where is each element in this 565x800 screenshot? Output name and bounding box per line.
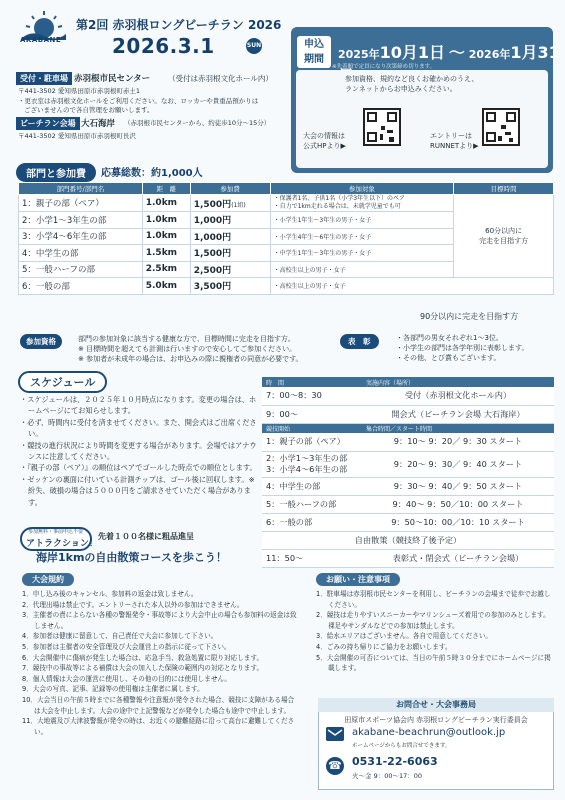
category-target: ・中学生1年生〜3年生の男子・女子 (270, 245, 454, 262)
list-item: ・競技の進行状況により時間を変更する場合があります。会場ではアナウンスに注意してください。 (20, 440, 257, 462)
list-item: 4．参加者は健康に留意して、自己責任で大会に参加して下さい。 (22, 632, 218, 641)
schedule-heading: スケジュール (18, 371, 107, 393)
race-category: 1：親子の部（ペア） (262, 433, 362, 451)
fee-unit: (1組) (231, 201, 246, 209)
table-row (262, 513, 554, 531)
category-name: 2：小学1〜3年生の部 (19, 212, 143, 229)
category-fee: 1,500円 (190, 245, 270, 262)
event-date: 2026.3.1 (112, 34, 215, 58)
category-fee: 2,500円 (190, 261, 270, 278)
category-distance: 1.0km (142, 212, 190, 229)
reception-label: 受付・駐車場 (16, 72, 72, 85)
closing-content: 表彰式・閉会式（ビーチラン会場） (362, 549, 554, 567)
qr2-label-2: RUNNETより▶ (430, 142, 479, 150)
list-item: 6．大会開催中に傷病が発生した場合は、応急手当、救急処置に限り対応します。 (22, 653, 264, 662)
qr1-label-2: 公式HPより▶ (303, 142, 346, 150)
list-item: ・必ず、時間内に受付を済ませてください。また、開会式はご出席ください。 (20, 417, 257, 439)
attraction-gift-note: 先着１００名様に粗品進呈 (98, 532, 194, 541)
col-header: 部門番号/部門名 (19, 183, 143, 195)
list-item: 2．競技は走りやすいスニーカーやマリンシューズ着用での参加のみとします。裸足やサンダルなどでの参加は禁止します。 (316, 611, 550, 630)
list-item: 4．ごみの持ち帰りにご協力をお願いします。 (316, 642, 452, 651)
application-label-1: 申込 (304, 39, 324, 50)
qr1-label-1: 大会の情報は (303, 132, 345, 140)
category-goal-6: 90分以内に完走を目指す方 (420, 312, 519, 321)
rules-heading: 大会規約 (22, 573, 74, 586)
eligibility-label: 参加資格 (20, 334, 62, 349)
rules-list (22, 589, 300, 737)
list-item: ・『親子の部（ペア）』の順位はペアでゴールした時点での順位とします。 (20, 463, 257, 473)
awards-line-1: ・各部門の男女それぞれ1〜3位。 (396, 334, 503, 342)
attraction-title: アトラクション！ (26, 539, 98, 549)
reception-venue-name: 赤羽根市民センター (74, 74, 151, 84)
table-row (19, 195, 554, 212)
akabane-logo (18, 8, 70, 54)
official-site-label (303, 131, 346, 151)
reception-note-2: ございませんので各自管理をお願いします。 (24, 106, 154, 114)
col-header: 距 離 (142, 183, 190, 195)
category-distance: 1.0km (142, 195, 190, 212)
category-target: ・高校生以上の男子・女子 (270, 261, 454, 278)
list-item: 10．大会当日の午前５時までに各種警報や注意報が発令された場合、競技に支障がある場合は大会を中止します。大会の途中で上記警報などが発令した場合も途中で中止します。 (22, 695, 295, 715)
contact-email-link[interactable]: akabane-beachrun@outlook.jp (352, 727, 506, 738)
list-item: 7．競技中の事故等による補償は大会の加入した保険の範囲内の対応となります。 (22, 664, 264, 673)
race-times: 9：40〜 9：50／10：00 スタート (362, 495, 554, 513)
table-row (262, 495, 554, 513)
requests-list (316, 589, 556, 674)
category-fee: 1,000円 (190, 228, 270, 245)
col-header: 目標時間 (454, 183, 554, 195)
table-row (262, 451, 554, 477)
schedule-table (262, 377, 554, 568)
schedule-content: 受付（赤羽根文化ホール内） (362, 387, 554, 405)
category-distance: 1.0km (142, 228, 190, 245)
category-name: 6：一般の部 (19, 278, 143, 295)
application-label-2: 期間 (304, 54, 324, 65)
race-times: 9：20〜 9：30／ 9：40 スタート (362, 451, 554, 477)
category-distance: 5.0km (142, 278, 190, 295)
category-fee (190, 195, 270, 212)
list-item: ・ゼッケンの裏面に付いている計測チップは、ゴール後に回収します。※ 紛失、破損の場合は５０００円をご請求させていただく場合があります。 (20, 474, 255, 507)
race-times: 9：30〜 9：40／ 9：50 スタート (362, 477, 554, 495)
runnet-label (430, 131, 479, 151)
schedule-notes (20, 394, 260, 508)
category-target: ・小学生4年生〜6年生の男子・女子 (270, 228, 454, 245)
category-fee: 3,500円 (190, 278, 270, 295)
attraction-free-note: 参加無料・事前申込不要 (28, 529, 84, 535)
day-badge: SUN (246, 38, 262, 54)
application-label (297, 36, 331, 68)
list-item: 3．給水エリアはございません。各自で用意してください。 (316, 632, 493, 641)
category-name: 3：小学4〜6年生の部 (19, 228, 143, 245)
col-header: 参加対象 (270, 183, 454, 195)
phone-icon: ☎ (326, 757, 344, 775)
schedule-header-row (262, 377, 554, 387)
col-header: 参加費 (190, 183, 270, 195)
table-row (262, 433, 554, 451)
category-name: 5：一般ハーフの部 (19, 261, 143, 278)
category-fee: 1,000円 (190, 212, 270, 229)
eligibility-line-3: ※ 参加者が未成年の場合は、お申込みの際に親権者の同意が必要です。 (78, 355, 303, 363)
free-walk: 自由散策（競技終了後予定） (262, 531, 554, 549)
list-item: ・スケジュールは、２０２５年１０月時点になります。変更の場合は、ホームページにてお知らせします。 (20, 395, 257, 416)
categories-heading: 部門と参加費 (16, 163, 96, 182)
race-times: 9：10〜 9：20／ 9：30 スタート (362, 433, 554, 451)
contact-hours: 火〜金 9：00〜17：00 (352, 772, 423, 780)
event-title: 第2回 赤羽根ロングビーチラン 2026 (76, 18, 282, 32)
category-target: ・高校生以上の男子・女子 (270, 278, 553, 295)
contact-email-note: ホームページからもお問合せできます。 (352, 743, 451, 749)
end-date: 1月31 (510, 43, 560, 62)
category-name: 1：親子の部（ペア） (19, 195, 143, 212)
beach-venue-label: ビーチラン会場 (16, 117, 80, 130)
category-goal: 60分以内に 完走を目指す方 (454, 195, 554, 278)
application-text-1: 参加資格、規約など良くお確かめのうえ、 (345, 75, 479, 83)
race-category: 4：中学生の部 (262, 477, 362, 495)
col-header: 集合時間／スタート時間 (362, 423, 554, 433)
contact-phone[interactable]: 0531-22-6063 (352, 755, 438, 768)
list-item: 1．駐車場は赤羽根市民センターを利用し、ビーチランの会場まで徒歩でお越しください。 (316, 590, 551, 609)
schedule-time: 7：00〜8：30 (262, 387, 362, 405)
category-distance: 2.5km (142, 261, 190, 278)
race-times: 9：50〜10：00／10：10 スタート (362, 513, 554, 531)
start-date: 10月1日 (379, 43, 446, 62)
schedule-content: 開会式（ビーチラン会場 大石海岸） (362, 405, 554, 423)
race-category: 6：一般の部 (262, 513, 362, 531)
list-item: 2．代理出場は禁止です。エントリーされた本人以外の参加はできません。 (22, 600, 244, 609)
race-category: 5：一般ハーフの部 (262, 495, 362, 513)
contact-heading: お問合せ・大会事務局 (318, 698, 554, 712)
list-item: 5．参加者は主催者の安全管理及び大会運営上の指示に従って下さい。 (22, 642, 231, 651)
period-tilde: 〜 (448, 43, 465, 62)
schedule-header-row-2 (262, 423, 554, 433)
reception-note-1: ・更衣室は赤羽根文化ホールをご利用ください。なお、ロッカーや貴重品預かりは (18, 97, 259, 105)
eligibility-line-1: 部門の参加対象に該当する健康な方で、目標時間に完走を目指す方。 (78, 335, 295, 343)
reception-venue-sub: （受付は赤羽根文化ホール内） (168, 74, 273, 83)
contact-organization: 田原市スポーツ協会内 赤羽根ロングビーチラン実行委員会 (344, 716, 528, 724)
categories-header-row (19, 183, 554, 195)
table-row (262, 549, 554, 567)
category-name: 4：中学生の部 (19, 245, 143, 262)
closing-time: 11：50〜 (262, 549, 362, 567)
table-row (19, 278, 554, 295)
beach-venue-sub: （赤羽根市民センターから、約徒歩10分〜15分） (124, 119, 271, 127)
fee-value: 1,500円 (193, 199, 232, 210)
start-year: 2025年 (338, 48, 380, 61)
qr2-label-1: エントリーは (430, 132, 472, 140)
list-item: 9．大会の写真、記事、記録等の使用権は主催者に属します。 (22, 685, 204, 694)
categories-table (18, 182, 554, 295)
category-target: ・小学生1年生〜3年生の男子・女子 (270, 212, 454, 229)
awards-label: 表 彰 (340, 334, 379, 349)
end-year: 2026年 (468, 48, 511, 61)
col-header: 実施内容（場所） (362, 377, 554, 387)
awards-line-3: ・その他、とび賞もございます。 (396, 354, 501, 362)
attraction-walk: 海岸1kmの自由散策コースを歩こう！ (36, 551, 227, 564)
table-row (262, 477, 554, 495)
list-item: 3．主催者の責によらない各種の警報発令・事故等により大会中止の場合も参加料の返金は致しません。 (22, 611, 297, 630)
reception-address: 〒441-3502 愛知県田原市赤羽根町赤土1 (18, 87, 140, 95)
logo-text: AKABANE (20, 36, 62, 44)
category-target: ・保護者1名、子供1名（小学3年生以下）のペア ・自力で1km走れる場合は、未就学児童でも可 (270, 195, 454, 212)
race-category: 2：小学1〜3年生の部 3：小学4〜6年生の部 (262, 451, 362, 477)
col-header: 競技開始 (262, 423, 362, 433)
categories-total: 応募総数：約1,000人 (101, 168, 203, 179)
list-item: 11．大地震及び大津波警報が発令の時は、お近くの避難経路に沿って高台に避難してください。 (22, 717, 295, 736)
list-item: 5．大会開催の可否については、当日の午前５時３０分までにホームページに掲載します。 (316, 653, 551, 673)
beach-venue-address: 〒441-3502 愛知県田原市赤羽根町長沢 (18, 132, 136, 140)
list-item: 8．個人情報は大会の運営に使用し、その他の目的には使用しません。 (22, 674, 231, 683)
list-item: 1．申し込み後のキャンセル、参加料の返金は致しません。 (22, 590, 198, 598)
awards-line-2: ・小学生の部門は各学年別に表彰します。 (396, 344, 529, 352)
mail-icon (326, 727, 344, 741)
application-text-2: ランネットからお申込みください。 (345, 85, 457, 93)
official-site-qr-code[interactable] (363, 108, 401, 146)
schedule-time: 9：00〜 (262, 405, 362, 423)
category-distance: 1.5km (142, 245, 190, 262)
table-row (262, 405, 554, 423)
application-note: ※先着順で定員になり次第締め切ります。 (332, 64, 436, 70)
eligibility-line-2: ※ 目標時間を超えても計測は行いますので安心してご参加ください。 (78, 345, 297, 353)
col-header: 時 間 (262, 377, 362, 387)
beach-venue-name: 大石海岸 (81, 119, 116, 129)
table-row (262, 387, 554, 405)
requests-heading: お願い・注意事項 (316, 573, 400, 586)
runnet-entry-qr-code[interactable] (482, 108, 520, 146)
table-row (262, 531, 554, 549)
